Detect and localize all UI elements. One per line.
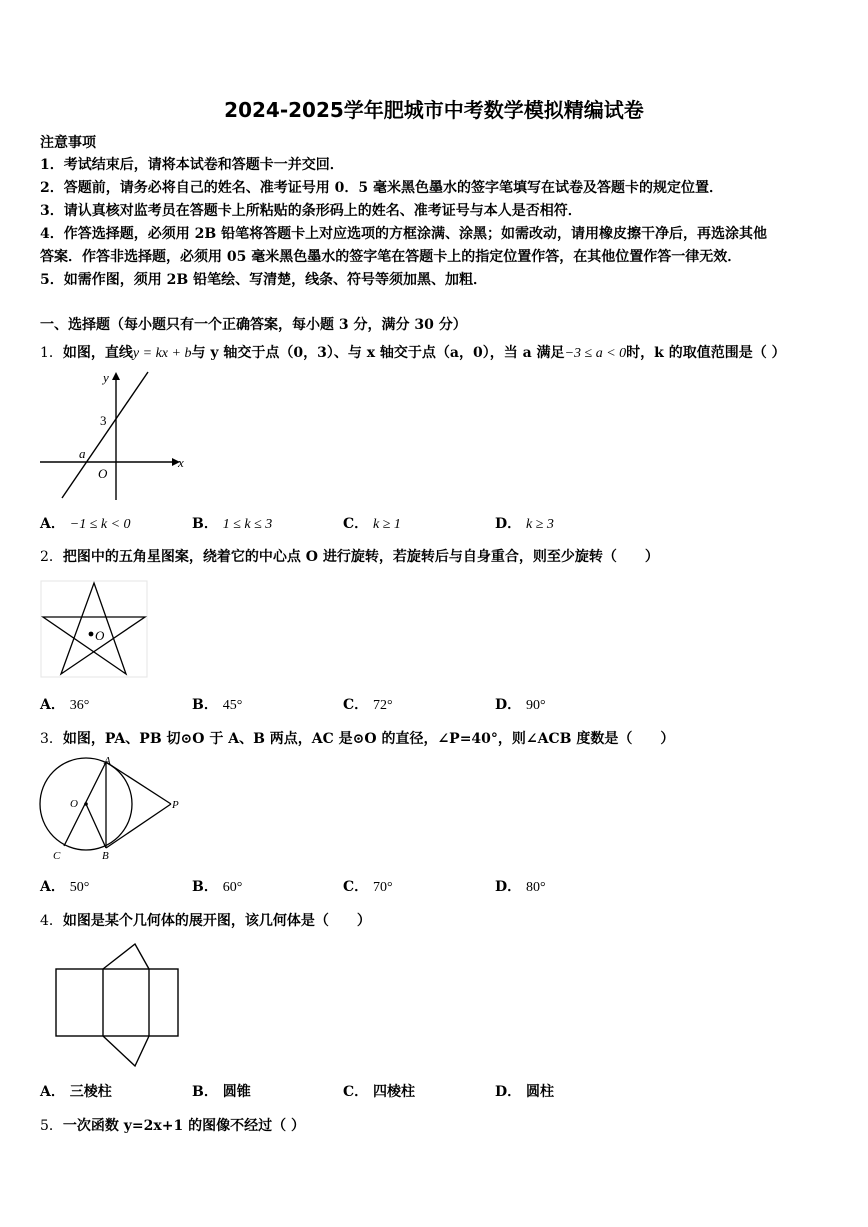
math-expression: −3 ≤ a < 0	[564, 346, 627, 361]
question-number: 2．	[40, 549, 63, 565]
option-a[interactable]: A． 36°	[40, 697, 90, 713]
question-4-text: 4．如图是某个几何体的展开图，该几何体是（ ）	[40, 913, 371, 929]
option-c[interactable]: C． 四棱柱	[343, 1084, 416, 1100]
point-o-label: O	[70, 798, 78, 810]
notice-item: 4．作答选择题，必须用 2B 铅笔将答题卡上对应选项的方框涂满、涂黑；如需改动，请用橡皮擦干净后，再选涂其他	[40, 226, 768, 242]
axis-y-label: y	[103, 370, 109, 385]
notice-heading: 注意事项	[40, 135, 96, 151]
question-5-text: 5．一次函数 y=2x+1 的图像不经过（ ）	[40, 1118, 305, 1134]
axis-x-label: x	[178, 455, 184, 470]
tangent-circle-figure	[38, 756, 188, 866]
y-intercept-label: 3	[100, 413, 107, 428]
notice-item: 答案．作答非选择题，必须用 05 毫米黑色墨水的签字笔在答题卡上的指定位置作答，在其他位置作答一律无效．	[40, 249, 742, 265]
section-heading: 一、选择题（每小题只有一个正确答案，每小题 3 分，满分 30 分）	[40, 317, 467, 333]
question-number: 5．	[40, 1118, 63, 1134]
option-c[interactable]: C． k ≥ 1	[343, 516, 401, 532]
option-c[interactable]: C． 72°	[343, 697, 393, 713]
question-number: 3．	[40, 731, 63, 747]
question-number: 4．	[40, 913, 63, 929]
notice-item: 3．请认真核对监考员在答题卡上所粘贴的条形码上的姓名、准考证号与本人是否相符．	[40, 203, 582, 219]
page-title: 2024-2025学年肥城市中考数学模拟精编试卷	[224, 98, 644, 122]
point-b-label: B	[102, 850, 109, 862]
math-expression: y = kx + b	[132, 346, 192, 361]
option-c[interactable]: C． 70°	[343, 879, 393, 895]
notice-item: 2．答题前，请务必将自己的姓名、准考证号用 0．5 毫米黑色墨水的签字笔填写在试卷及答题卡的规定位置．	[40, 180, 723, 196]
notice-item: 5．如需作图，须用 2B 铅笔绘、写清楚，线条、符号等须加黑、加粗．	[40, 272, 488, 288]
question-1-figure	[38, 368, 188, 503]
option-d[interactable]: D． k ≥ 3	[495, 516, 554, 532]
question-2-text: 2．把图中的五角星图案，绕着它的中心点 O 进行旋转，若旋转后与自身重合，则至少旋转（ ）	[40, 549, 659, 565]
option-a[interactable]: A． 三棱柱	[40, 1084, 112, 1100]
star-figure	[40, 580, 150, 680]
option-d[interactable]: D． 80°	[495, 879, 546, 895]
option-d[interactable]: D． 圆柱	[495, 1084, 555, 1100]
x-intercept-label: a	[79, 446, 86, 461]
option-b[interactable]: B． 45°	[192, 697, 243, 713]
option-b[interactable]: B． 60°	[192, 879, 243, 895]
option-d[interactable]: D． 90°	[495, 697, 546, 713]
point-c-label: C	[53, 850, 61, 862]
origin-label: O	[98, 466, 108, 481]
point-p-label: P	[172, 799, 179, 811]
option-a[interactable]: A． −1 ≤ k < 0	[40, 516, 131, 532]
option-b[interactable]: B． 圆锥	[192, 1084, 251, 1100]
question-3-text: 3．如图，PA、PB 切⊙O 于 A、B 两点，AC 是⊙O 的直径，∠P=40°，则∠ACB 度数是（ ）	[40, 731, 675, 747]
option-a[interactable]: A． 50°	[40, 879, 90, 895]
center-label: O	[95, 628, 105, 643]
point-a-label: A	[104, 755, 111, 767]
question-number: 1．	[40, 345, 63, 361]
prism-net-figure	[55, 942, 185, 1072]
notice-item: 1．考试结束后，请将本试卷和答题卡一并交回．	[40, 157, 344, 173]
question-1-text: 1．如图，直线y = kx + b与 y 轴交于点（0，3）、与 x 轴交于点（a，0），当 a 满足−3 ≤ a < 0时，k 的取值范围是（ ）	[40, 345, 786, 361]
option-b[interactable]: B． 1 ≤ k ≤ 3	[192, 516, 273, 532]
